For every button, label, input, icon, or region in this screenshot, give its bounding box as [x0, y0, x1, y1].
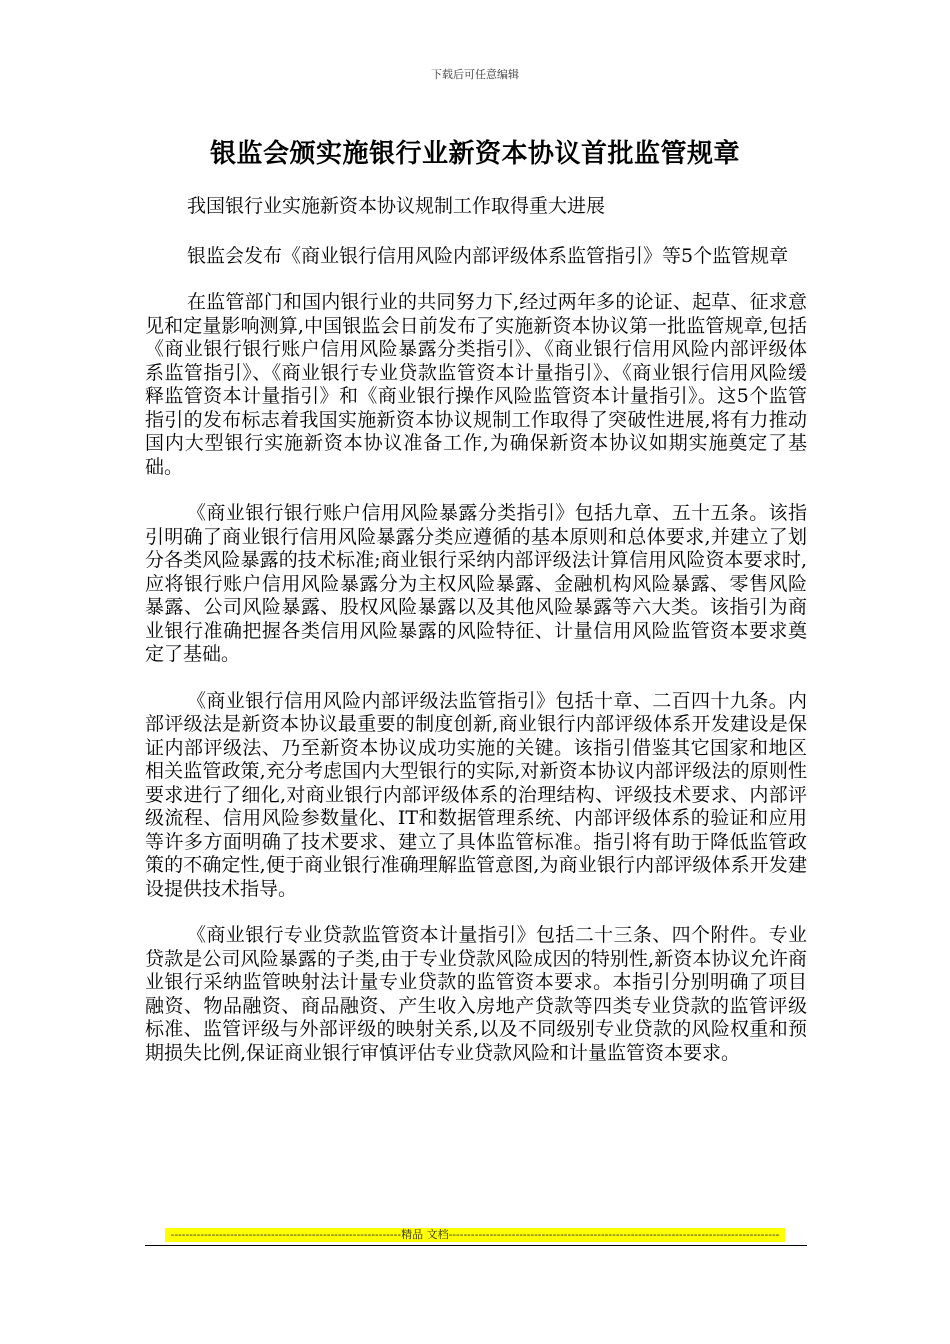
paragraph-subtitle: 我国银行业实施新资本协议规制工作取得重大进展	[187, 195, 606, 217]
footer-label: 精品 文档	[401, 1228, 449, 1241]
paragraph-internal-rating: 《商业银行信用风险内部评级法监管指引》包括十章、二百四十九条。内部评级法是新资本协议最重要的制度创新,商业银行内部评级体系开发建设是保证内部评级法、乃至新资本协议成功实施的关键。该指引借鉴其它国家和地区相关监管政策,充分考虑国内大型银行的实际,对新资本协议内部评级法的原则性要求进行了细化,对商业银行内部评级体系的治理结构、评级技术要求、内部评级流程、信用风险参数量化、IT和数据管理系统、内部评级体系的验证和应用等许多方面明确了技术要求、建立了具体监管标准。指引将有助于降低监管政策的不确定性,便于商业银行准确理解监管意图,为商业银行内部评级体系开发建设提供技术指导。	[145, 689, 807, 900]
paragraph-announcement: 银监会发布《商业银行信用风险内部评级体系监管指引》等5个监管规章	[187, 244, 789, 267]
footer-dashes-left: --------------------------------------------------------------	[170, 1228, 402, 1241]
paragraph-overview: 在监管部门和国内银行业的共同努力下,经过两年多的论证、起草、征求意见和定量影响测算,中国银监会日前发布了实施新资本协议第一批监管规章,包括《商业银行银行账户信用风险暴露分类指引》、《商业银行信用风险内部评级体系监管指引》、《商业银行专业贷款监管资本计量指引》、《商业银行信用风险缓释监管资本计量指引》和《商业银行操作风险监管资本计量指引》。这5个监管指引的发布标志着我国实施新资本协议规制工作取得了突破性进展,将有力推动国内大型银行实施新资本协议准备工作,为确保新资本协议如期实施奠定了基础。	[145, 291, 807, 478]
paragraph-specialized-lending: 《商业银行专业贷款监管资本计量指引》包括二十三条、四个附件。专业贷款是公司风险暴露的子类,由于专业贷款风险成因的特别性,新资本协议允许商业银行采纳监管映射法计量专业贷款的监管资本要求。本指引分别明确了项目融资、物品融资、商品融资、产生收入房地产贷款等四类专业贷款的监管评级标准、监管评级与外部评级的映射关系,以及不同级别专业贷款的风险权重和预期损失比例,保证商业银行审慎评估专业贷款风险和计量监管资本要求。	[145, 924, 807, 1064]
footer-dashes-right: -----------------------------------------------------------------------------------------	[448, 1228, 780, 1241]
paragraph-exposure-classification: 《商业银行银行账户信用风险暴露分类指引》包括九章、五十五条。该指引明确了商业银行信用风险暴露分类应遵循的基本原则和总体要求,并建立了划分各类风险暴露的技术标准;商业银行采纳内部评级法计算信用风险资本要求时,应将银行账户信用风险暴露分为主权风险暴露、金融机构风险暴露、零售风险暴露、公司风险暴露、股权风险暴露以及其他风险暴露等六大类。该指引为商业银行准确把握各类信用风险暴露的风险特征、计量信用风险监管资本要求奠定了基础。	[145, 502, 807, 665]
footer-banner	[165, 1228, 785, 1242]
footer-divider	[145, 1245, 807, 1246]
document-title: 银监会颁实施银行业新资本协议首批监管规章	[209, 139, 740, 169]
header-note: 下载后可任意编辑	[431, 68, 519, 81]
document-body	[145, 195, 807, 1088]
